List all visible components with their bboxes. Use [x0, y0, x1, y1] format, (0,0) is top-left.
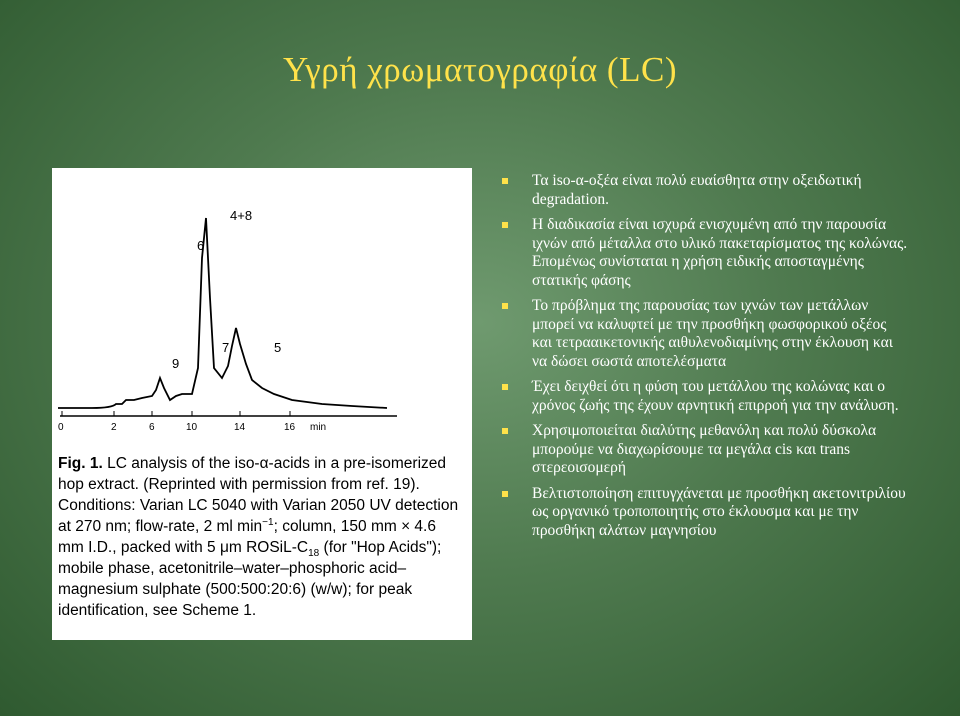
peak-label-6: 6	[197, 238, 205, 253]
tick-label-16: 16	[284, 422, 296, 433]
bullet-list	[500, 172, 910, 547]
caption-text-2: ; column, 150 mm × 4.6 mm I.D., packed with 5 μm ROSiL-C	[58, 518, 436, 556]
tick-label-10: 10	[186, 422, 198, 433]
caption-sup: −1	[262, 516, 274, 528]
tick-label-2: 2	[111, 422, 117, 433]
peak-label-4-8: 4+8	[230, 208, 253, 223]
bullet-square-icon	[502, 303, 508, 309]
peak-label-7: 7	[222, 340, 230, 355]
caption-sub: 18	[308, 548, 320, 560]
tick-label-6: 6	[149, 422, 155, 433]
bullet-square-icon	[502, 384, 508, 390]
tick-label-0: 0	[58, 422, 64, 433]
caption-text-3: (for "Hop Acids"); mobile phase, acetonitrile–water–phosphoric acid–magnesium sulphate (500:500:20:6) (w/w); for peak identification, see Scheme 1.	[58, 539, 442, 619]
bullet-item: Χρησιμοποιείται διαλύτης μεθανόλη και πολύ δύσκολα μπορούμε να διαχωρίσουμε τα μεγάλα cis και trans στερεοισομερή	[500, 422, 910, 478]
bullet-item: Η διαδικασία είναι ισχυρά ενισχυμένη από την παρουσία ιχνών από μέταλλα στο υλικό πακεταρίσματος της κολώνας. Επομένως συνίσταται η χρήση ειδικής αποσταγμένης στατικής φάσης	[500, 216, 910, 290]
bullet-square-icon	[502, 222, 508, 228]
peak-label-9: 9	[172, 356, 180, 371]
chromatogram-trace	[58, 218, 387, 408]
axis-unit-label: min	[310, 422, 327, 433]
peak-label-5: 5	[274, 340, 282, 355]
tick-label-14: 14	[234, 422, 246, 433]
figure-label: Fig. 1.	[58, 455, 103, 472]
figure-caption	[58, 453, 466, 621]
bullet-item: Βελτιστοποίηση επιτυγχάνεται με προσθήκη ακετονιτριλίου ως οργανικό τροποποιητής στο έκλουσμα και με την προσθήκη αλάτων μαγνησίου	[500, 485, 910, 541]
bullet-square-icon	[502, 428, 508, 434]
bullet-square-icon	[502, 491, 508, 497]
bullet-item: Τα iso-α-οξέα είναι πολύ ευαίσθητα στην οξειδωτική degradation.	[500, 172, 910, 209]
bullet-item: Έχει δειχθεί ότι η φύση του μετάλλου της κολώνας και ο χρόνος ζωής της έχουν αρνητική επιρροή για την ανάλυση.	[500, 378, 910, 415]
slide-title: Υγρή χρωματογραφία (LC)	[283, 50, 677, 89]
chromatogram-figure	[52, 168, 472, 640]
bullet-item: Το πρόβλημα της παρουσίας των ιχνών των μετάλλων μπορεί να καλυφτεί με την προσθήκη φωσφορικού οξέος και τετρααικετονικής αιθυλενοδιαμίνης στην έκλουση και να δώσει σωστά αποτελέσματα	[500, 297, 910, 371]
bullet-square-icon	[502, 178, 508, 184]
chromatogram-plot	[52, 168, 472, 453]
caption-text-1: LC analysis of the iso-α-acids in a pre-isomerized hop extract. (Reprinted with permission from ref. 19). Conditions: Varian LC 5040 with Varian 2050 UV detection at 270 nm; flow-rate, 2 ml min	[58, 455, 459, 535]
